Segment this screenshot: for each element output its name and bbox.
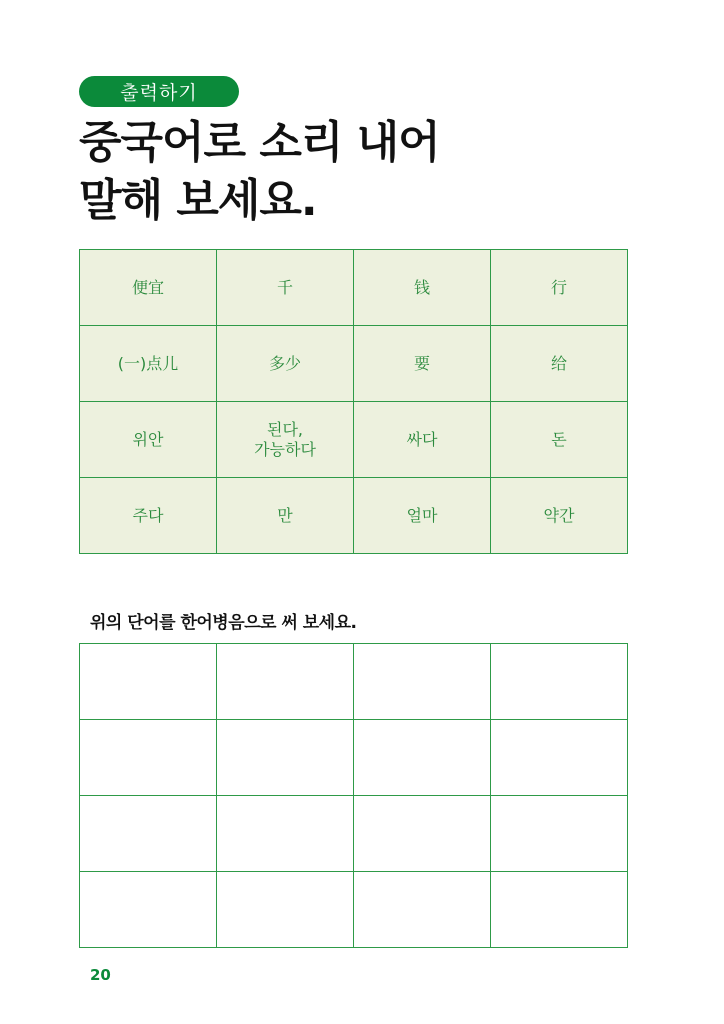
table-row [80, 644, 628, 720]
page-title-line-2: 말해 보세요. [79, 175, 317, 226]
vocab-cell: 싸다 [354, 402, 491, 478]
practice-answer-cell[interactable] [491, 796, 628, 872]
vocab-cell: 给 [491, 326, 628, 402]
table-row [80, 720, 628, 796]
vocab-cell: 千 [217, 250, 354, 326]
vocab-cell: 얼마 [354, 478, 491, 554]
table-row [80, 872, 628, 948]
practice-answer-cell[interactable] [80, 796, 217, 872]
practice-answer-cell[interactable] [80, 644, 217, 720]
practice-answer-cell[interactable] [354, 872, 491, 948]
practice-answer-cell[interactable] [354, 720, 491, 796]
practice-answer-cell[interactable] [354, 644, 491, 720]
practice-answer-cell[interactable] [354, 796, 491, 872]
practice-answer-cell[interactable] [217, 644, 354, 720]
vocab-cell: (一)点儿 [80, 326, 217, 402]
vocab-cell: 钱 [354, 250, 491, 326]
practice-answer-cell[interactable] [217, 872, 354, 948]
table-row [80, 796, 628, 872]
vocab-cell: 多少 [217, 326, 354, 402]
page-number: 20 [90, 966, 111, 984]
practice-answer-cell[interactable] [491, 644, 628, 720]
vocab-cell: 약간 [491, 478, 628, 554]
practice-answer-cell[interactable] [491, 872, 628, 948]
vocab-cell: 便宜 [80, 250, 217, 326]
practice-answer-cell[interactable] [217, 796, 354, 872]
vocab-cell: 만 [217, 478, 354, 554]
pinyin-practice-table [79, 643, 628, 948]
section-label-badge [79, 76, 239, 107]
table-row [80, 478, 628, 554]
vocab-cell: 要 [354, 326, 491, 402]
table-row [80, 402, 628, 478]
vocab-cell: 된다, 가능하다 [217, 402, 354, 478]
vocab-cell: 行 [491, 250, 628, 326]
page-title [79, 114, 639, 230]
table-row [80, 326, 628, 402]
page-title-line-1: 중국어로 소리 내어 [79, 117, 440, 168]
section-label-text: 출력하기 [120, 82, 198, 104]
vocabulary-table [79, 249, 628, 554]
vocab-cell: 주다 [80, 478, 217, 554]
practice-answer-cell[interactable] [80, 720, 217, 796]
vocab-cell: 위안 [80, 402, 217, 478]
table-row [80, 250, 628, 326]
practice-answer-cell[interactable] [217, 720, 354, 796]
practice-answer-cell[interactable] [491, 720, 628, 796]
practice-instruction: 위의 단어를 한어병음으로 써 보세요. [90, 613, 357, 633]
vocab-cell: 돈 [491, 402, 628, 478]
practice-answer-cell[interactable] [80, 872, 217, 948]
